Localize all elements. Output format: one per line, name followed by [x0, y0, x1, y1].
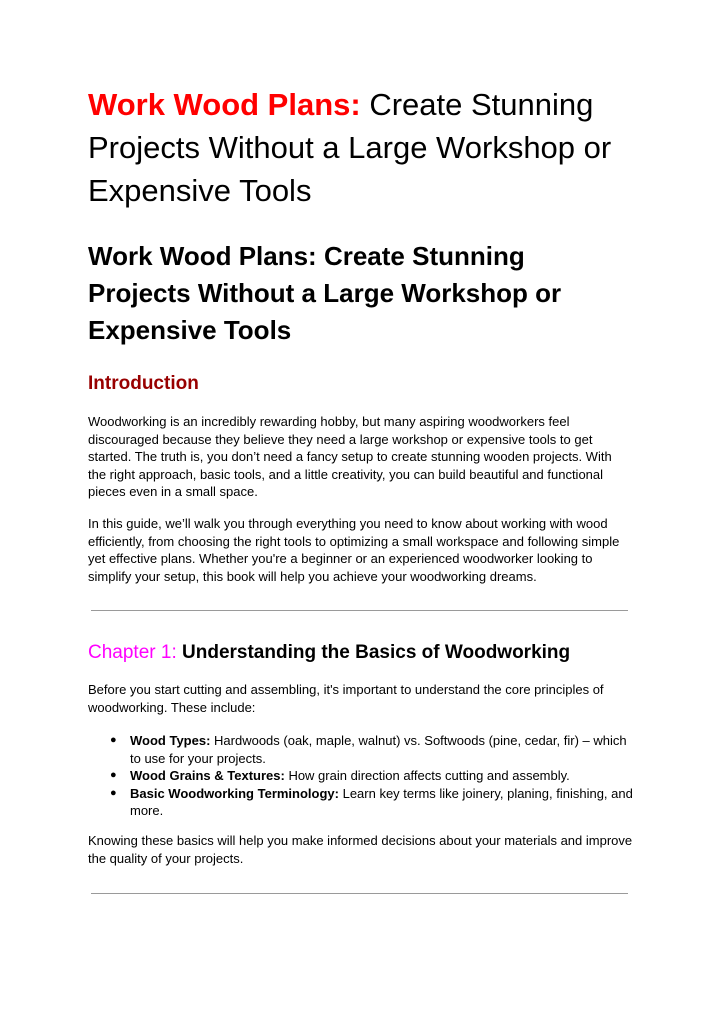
list-item [88, 767, 633, 785]
bullet-icon: ● [110, 786, 117, 799]
horizontal-divider [91, 610, 628, 611]
introduction-heading: Introduction [88, 373, 199, 394]
title-accent: Work Wood Plans: [88, 87, 361, 122]
list-item [88, 785, 633, 820]
list-item-lead: Basic Woodworking Terminology: [130, 785, 339, 801]
section-heading: Work Wood Plans: Create Stunning Projects Without a Large Workshop or Expensive Tools [88, 241, 562, 345]
document-title [88, 83, 633, 212]
list-item-text: Hardwoods (oak, maple, walnut) vs. Softwoods (pine, cedar, fir) – which to use for your projects. [130, 733, 627, 766]
list-item-lead: Wood Grains & Textures: [130, 768, 285, 783]
list-item-lead: Wood Types: [130, 733, 211, 748]
list-item-text: Learn key terms like joinery, planing, finishing, and more. [130, 785, 633, 818]
basics-list [88, 732, 633, 820]
title-rest: Create Stunning Projects Without a Large Workshop or Expensive Tools [88, 87, 612, 208]
bullet-icon: ● [110, 734, 117, 746]
horizontal-divider [91, 893, 628, 894]
chapter-1-intro: Before you start cutting and assembling, it's important to understand the core principles of woodworking. These include: [88, 682, 604, 715]
introduction-paragraph-2: In this guide, we’ll walk you through everything you need to know about working with wood efficiently, from choosing the right tools to optimizing a small workspace and following simple yet effective plans. Whether you're a beginner or an experienced woodworker looking to simplify your setup, this book will help you achieve your woodworking dreams. [88, 516, 620, 584]
list-item-text: How grain direction affects cutting and assembly. [284, 768, 570, 783]
bullet-icon: ● [110, 769, 117, 781]
introduction-paragraph-1: Woodworking is an incredibly rewarding hobby, but many aspiring woodworkers feel discouraged because they believe they need a large workshop or expensive tools to get started. The truth is, you don’t need a fancy setup to create stunning wooden projects. With the right approach, basic tools, and a little creativity, you can build beautiful and functional pieces even in a small space. [88, 414, 612, 499]
chapter-label: Chapter 1: [88, 642, 177, 663]
list-item [88, 732, 633, 767]
chapter-1-heading [88, 640, 570, 666]
chapter-1-closing: Knowing these basics will help you make informed decisions about your materials and improve the quality of your projects. [88, 833, 633, 866]
chapter-title: Understanding the Basics of Woodworking [176, 642, 571, 663]
